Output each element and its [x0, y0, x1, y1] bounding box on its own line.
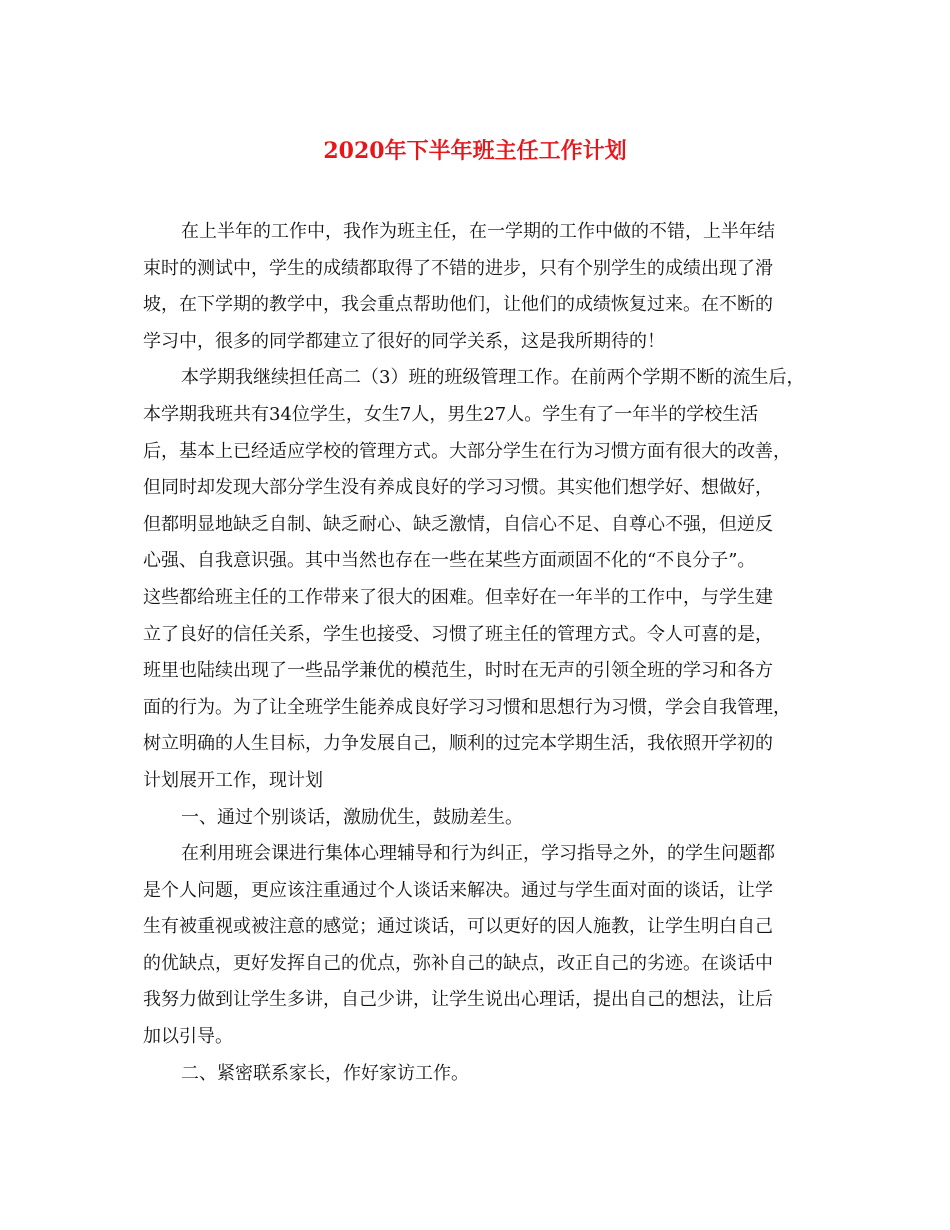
text-line: 后，基本上已经适应学校的管理方式。大部分学生在行为习惯方面有很大的改善， — [143, 440, 791, 462]
text-line: 立了良好的信任关系，学生也接受、习惯了班主任的管理方式。令人可喜的是， — [143, 623, 773, 645]
text-line: 二、紧密联系家长，作好家访工作。 — [181, 1062, 469, 1084]
text-line: 学习中，很多的同学都建立了很好的同学关系，这是我所期待的！ — [143, 330, 665, 352]
document-body — [143, 214, 807, 1092]
text-line: 计划展开工作，现计划 — [143, 769, 323, 791]
text-line: 在利用班会课进行集体心理辅导和行为纠正，学习指导之外，的学生问题都 — [181, 843, 775, 865]
text-line: 本学期我继续担任高二（3）班的班级管理工作。在前两个学期不断的流生后， — [181, 367, 805, 389]
document-title: 2020年下半年班主任工作计划 — [323, 138, 627, 164]
text-line: 面的行为。为了让全班学生能养成良好学习习惯和思想行为习惯，学会自我管理， — [143, 696, 791, 718]
text-line: 生有被重视或被注意的感觉；通过谈话，可以更好的因人施教，让学生明白自己 — [143, 916, 773, 938]
text-line: 一、通过个别谈话，激励优生，鼓励差生。 — [181, 806, 523, 828]
text-line: 这些都给班主任的工作带来了很大的困难。但幸好在一年半的工作中，与学生建 — [143, 586, 773, 608]
text-line: 的优缺点，更好发挥自己的优点，弥补自己的缺点，改正自己的劣迹。在谈话中 — [143, 952, 773, 974]
text-line: 心强、自我意识强。其中当然也存在一些在某些方面顽固不化的“不良分子”。 — [143, 550, 756, 572]
text-line: 束时的测试中，学生的成绩都取得了不错的进步，只有个别学生的成绩出现了滑 — [143, 257, 773, 279]
text-line: 但都明显地缺乏自制、缺乏耐心、缺乏激情，自信心不足、自尊心不强，但逆反 — [143, 513, 773, 535]
text-line: 但同时却发现大部分学生没有养成良好的学习习惯。其实他们想学好、想做好， — [143, 477, 773, 499]
text-line: 我努力做到让学生多讲，自己少讲，让学生说出心理话，提出自己的想法，让后 — [143, 989, 773, 1011]
text-line: 班里也陆续出现了一些品学兼优的模范生，时时在无声的引领全班的学习和各方 — [143, 660, 773, 682]
text-line: 是个人问题，更应该注重通过个人谈话来解决。通过与学生面对面的谈话，让学 — [143, 879, 773, 901]
text-line: 坡，在下学期的教学中，我会重点帮助他们，让他们的成绩恢复过来。在不断的 — [143, 294, 773, 316]
text-line: 加以引导。 — [143, 1026, 233, 1048]
text-line: 在上半年的工作中，我作为班主任，在一学期的工作中做的不错，上半年结 — [181, 221, 775, 242]
text-line: 本学期我班共有34位学生，女生7人，男生27人。学生有了一年半的学校生活 — [143, 403, 759, 425]
text-line: 树立明确的人生目标，力争发展自己，顺利的过完本学期生活，我依照开学初的 — [143, 733, 773, 755]
